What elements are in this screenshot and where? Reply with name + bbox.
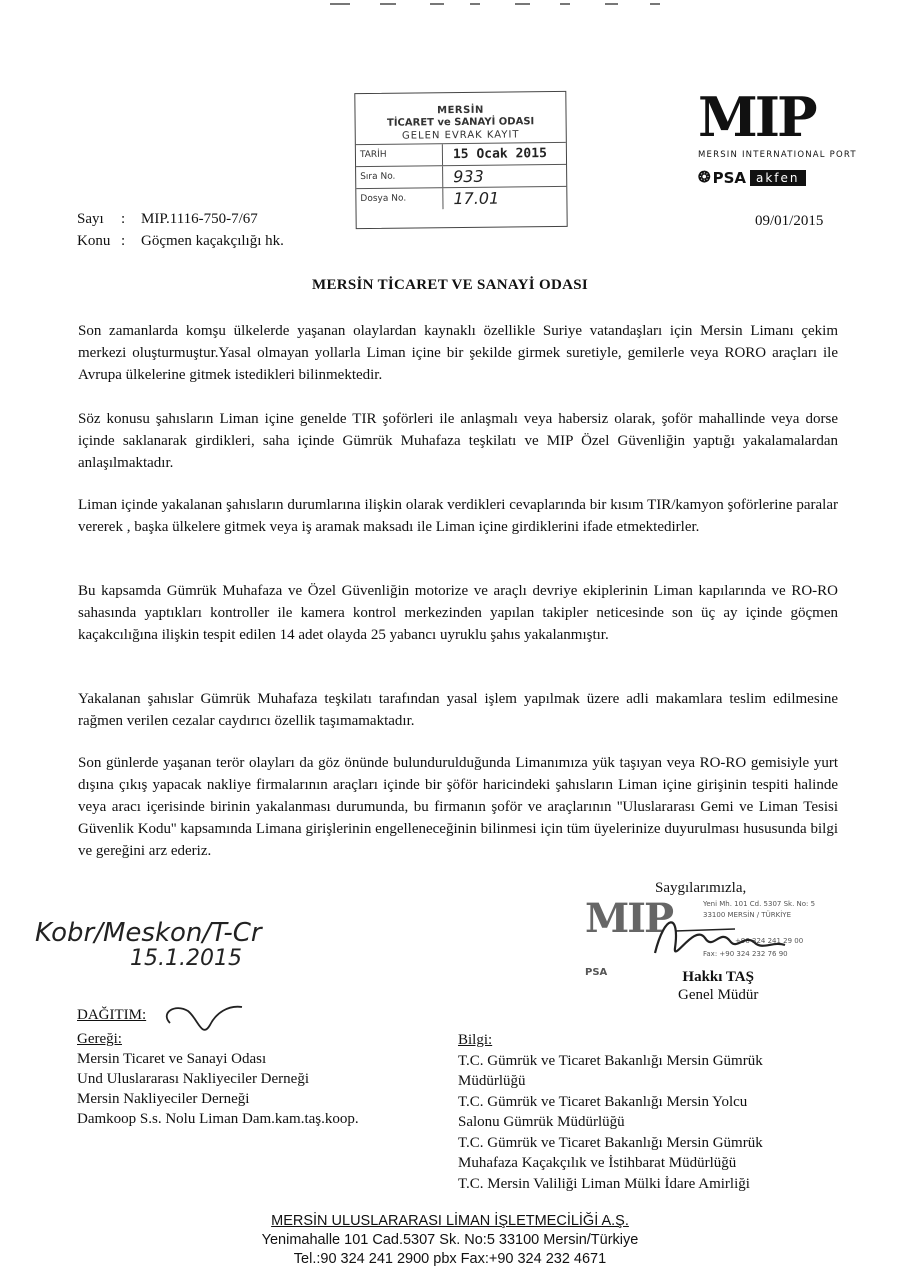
stamp-row-sira <box>356 165 566 189</box>
list-item: Mersin Ticaret ve Sanayi Odası <box>77 1051 267 1067</box>
bilgi-label: Bilgi: <box>458 1032 493 1048</box>
meta-sayi <box>77 208 284 230</box>
signature-scribble <box>645 903 795 973</box>
meta-konu <box>77 230 284 252</box>
registration-stamp <box>354 91 567 229</box>
stamp-label: Dosya No. <box>356 188 443 210</box>
stamp-logo-mark: MIP <box>585 895 673 942</box>
colon: : <box>121 233 126 249</box>
letter-footer <box>0 1212 900 1269</box>
footer-address: Yenimahalle 101 Cad.5307 Sk. No:5 33100 Mersin/Türkiye <box>261 1232 639 1248</box>
handwritten-line2: 15.1.2015 <box>130 946 242 971</box>
stamp-label: TARİH <box>356 144 443 166</box>
scan-edge-marks <box>0 0 900 10</box>
list-item: Muhafaza Kaçakçılık ve İstihbarat Müdürlüğü <box>458 1155 737 1171</box>
stamp-address-2: 33100 MERSİN / TÜRKİYE <box>703 911 791 919</box>
paragraph: Söz konusu şahısların Liman içine genelde TIR şoförleri ile anlaşmalı veya habersiz olarak, şoför mahallinde veya dorse içinde saklanarak girdikleri, saha içinde Gümrük Muhafaza teşkilatı ve MIP Özel Güvenliğin yaptığı yakalamalardan anlaşılmaktadır. <box>78 411 838 471</box>
akfen-text: akfen <box>750 170 806 186</box>
signatory <box>678 968 758 1004</box>
letter-meta <box>77 208 284 252</box>
distribution-block <box>77 1005 359 1129</box>
signatory-role: Genel Müdür <box>678 987 759 1003</box>
konu-label: Konu <box>77 233 111 249</box>
logo-partners <box>698 168 868 187</box>
stamp-row-dosya <box>356 187 566 210</box>
footer-company: MERSİN ULUSLARARASI LİMAN İŞLETMECİLİĞİ A.Ş. <box>271 1213 629 1229</box>
stamp-value: 17.01 <box>453 188 500 209</box>
stamp-label: Sıra No. <box>356 166 443 188</box>
stamp-value: 15 Ocak 2015 <box>452 146 547 163</box>
sayi-label: Sayı <box>77 211 104 227</box>
logo-port-text: MERSIN INTERNATIONAL PORT <box>698 150 857 160</box>
stamp-row-date <box>356 143 566 167</box>
paragraph: Son günlerde yaşanan terör olayları da göz önünde bulundurulduğunda Limanımıza yük taşıyan veya RO-RO gemisiyle yurt dışına çıkış yapacak nakliye firmalarının araçları içinde bir şöför haricindeki şahısların Liman içine girişinin tespiti halinde veya aracı içerisinde birinin yakalanması durumunda, bu firmanın şoför ve araçlarının ''Uluslararası Gemi ve Liman Tesisi Güvenlik Kodu'' kapsamında Limana girişlerinin engelleneceğinin bilinmesi için tüm üyelerinize duyurulması hususunda bilgi ve gereğini arz ederiz. <box>78 755 838 859</box>
geregi-label: Gereği: <box>77 1031 122 1047</box>
sayi-value: MIP.1116-750-7/67 <box>141 211 258 227</box>
list-item: Müdürlüğü <box>458 1073 526 1089</box>
konu-value: Göçmen kaçakçılığı hk. <box>141 233 284 249</box>
handwritten-line1: Kobr/Meskon/T-Cr <box>35 918 262 948</box>
stamp-value: 933 <box>453 166 484 187</box>
closing: Saygılarımızla, <box>655 880 747 896</box>
list-item: T.C. Gümrük ve Ticaret Bakanlığı Mersin Yolcu <box>458 1093 748 1110</box>
dagitim-label: DAĞITIM: <box>77 1007 147 1023</box>
stamp-psa: PSA <box>585 967 608 978</box>
list-item: T.C. Gümrük ve Ticaret Bakanlığı Mersin Gümrük <box>458 1052 763 1069</box>
list-item: T.C. Gümrük ve Ticaret Bakanlığı Mersin Gümrük <box>458 1134 763 1151</box>
paragraph: Yakalanan şahıslar Gümrük Muhafaza teşkilatı tarafından yasal işlem yapılmak üzere adli makamlara teslim edilmesine rağmen verilen cezalar caydırıcı özellik taşımamaktadır. <box>78 691 838 729</box>
footer-contact: Tel.:90 324 241 2900 pbx Fax:+90 324 232 4671 <box>293 1251 607 1267</box>
psa-icon: ❂ <box>698 170 711 186</box>
list-item: Damkoop S.s. Nolu Liman Dam.kam.taş.koop. <box>77 1111 359 1127</box>
letter-date: 09/01/2015 <box>755 213 824 229</box>
stamp-line2: TİCARET ve SANAYİ ODASI <box>386 116 535 129</box>
paragraph: Liman içinde yakalanan şahısların durumlarına ilişkin olarak verdikleri cevaplarında bir kısım TIR/kamyon şoförlerine paralar vererek , başka ülkelere gitmek veya iş aramak maksadı ile Liman içine girdiklerini ifade etmektedirler. <box>78 497 838 535</box>
paragraph: Son zamanlarda komşu ülkelerde yaşanan olaylardan kaynaklı özellikle Suriye vatandaşları için Mersin Limanı çekim merkezi oluşturmuştur.Yasal olmayan yollarla Liman içine bir şekilde girmek suretiyle, gemilerle veya RORO araçları ile Avrupa ülkelerine gitmek istedikleri bilinmektedir. <box>78 323 838 383</box>
psa-text: PSA <box>712 168 746 187</box>
list-item: Und Uluslararası Nakliyeciler Derneği <box>77 1071 309 1087</box>
stamp-tel: +90 324 241 29 00 <box>735 937 804 945</box>
bilgi-block <box>458 1030 763 1194</box>
geregi-list <box>77 1049 359 1129</box>
list-item: Mersin Nakliyeciler Derneği <box>77 1091 250 1107</box>
list-item: Salonu Gümrük Müdürlüğü <box>458 1114 625 1130</box>
stamp-address-1: Yeni Mh. 101 Cd. 5307 Sk. No: 5 <box>703 900 816 908</box>
colon: : <box>121 211 126 227</box>
signatory-name: Hakkı TAŞ <box>682 969 754 985</box>
recipient-title: MERSİN TİCARET VE SANAYİ ODASI <box>311 277 589 293</box>
paragraph: Bu kapsamda Gümrük Muhafaza ve Özel Güvenliğin motorize ve araçlı devriye ekiplerinin Liman kapılarında ve RO-RO sahasında yaptıkları kontroller ile kamera kontrol merkezinden yapılan takipler neticesinde son üç ay içinde göçmen kaçakcılığına ilişkin tespit edilen 14 adet olayda 25 yabancı uyruklu şahıs yakalanmıştır. <box>78 583 838 643</box>
logo-mark: MIP <box>698 85 815 149</box>
stamp-line1: MERSİN <box>437 104 484 117</box>
stamp-line3: GELEN EVRAK KAYIT <box>356 129 566 145</box>
mip-logo <box>698 85 868 200</box>
list-item: T.C. Mersin Valiliği Liman Mülki İdare Amirliği <box>458 1175 750 1192</box>
stamp-fax: Fax: +90 324 232 76 90 <box>703 950 788 958</box>
